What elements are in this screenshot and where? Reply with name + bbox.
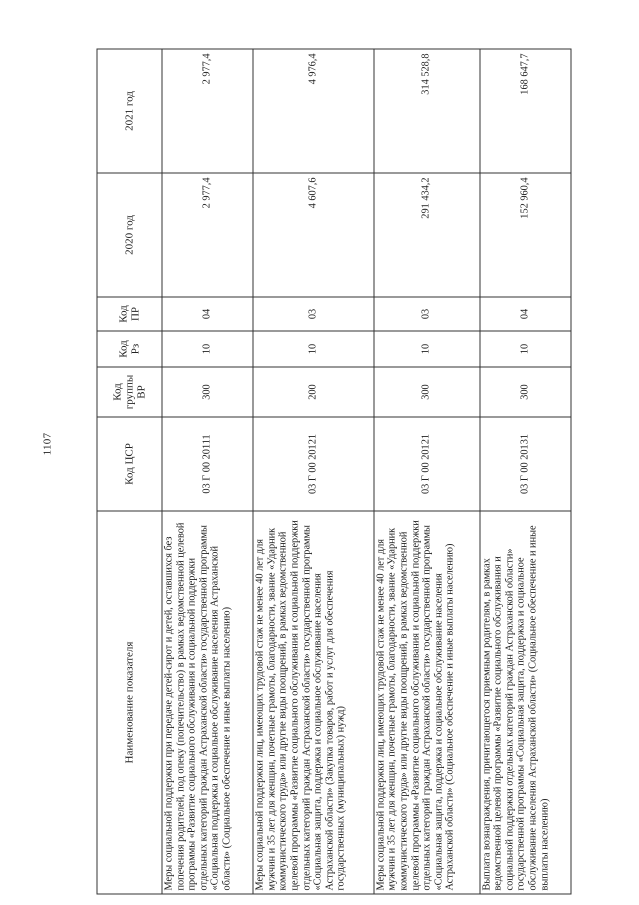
row-name: Меры социальной поддержки при передаче детей-сирот и детей, оставшихся без попечения родителей, под опеку (попечительство) в рамках ведомственной целевой программы «Развитие социального обслуживания и социальной поддержки отдельных категорий граждан Астраханской области» государственной программы «Социальная поддержка и социальное обслуживание населения Астраханской области» (Социальное обеспечение и иные выплаты населению) — [162, 511, 253, 894]
row-vr: 300 — [162, 367, 253, 417]
budget-table — [97, 49, 572, 895]
row-csr: 03 Г 00 20121 — [374, 417, 480, 511]
budget-table-rotated — [97, 50, 572, 895]
header-2020: 2020 год — [97, 173, 162, 297]
row-pr: 04 — [480, 297, 571, 331]
row-vr: 300 — [374, 367, 480, 417]
row-csr: 03 Г 00 20131 — [480, 417, 571, 511]
header-vr: Код группы ВР — [97, 367, 162, 417]
row-pr: 03 — [253, 297, 373, 331]
table-row — [374, 49, 480, 894]
row-name: Меры социальной поддержки лиц, имеющих трудовой стаж не менее 40 лет для мужчин и 35 лет для женщин, почетные грамоты, благодарности, звание «Ударник коммунистического труда» или другие виды поощрений, в рамках ведомственной целевой программы «Развитие социального обслуживания и социальной поддержки отдельных категорий граждан Астраханской области» государственной программы «Социальная защита, поддержка и социальное обслуживание населения Астраханской области» (Социальное обеспечение и иные выплаты населению) — [374, 511, 480, 894]
page-number: 1107 — [41, 432, 54, 456]
header-name: Наименование показателя — [97, 511, 162, 894]
table-row — [162, 49, 253, 894]
row-2021: 2 977,4 — [162, 49, 253, 173]
row-pr: 04 — [162, 297, 253, 331]
header-rz: Код Рз — [97, 331, 162, 367]
row-2020: 291 434,2 — [374, 173, 480, 297]
row-pr: 03 — [374, 297, 480, 331]
row-2021: 168 647,7 — [480, 49, 571, 173]
row-vr: 200 — [253, 367, 373, 417]
row-rz: 10 — [374, 331, 480, 367]
row-csr: 03 Г 00 20111 — [162, 417, 253, 511]
table-row — [480, 49, 571, 894]
row-csr: 03 Г 00 20121 — [253, 417, 373, 511]
row-name: Выплата вознаграждения, причитающегося приемным родителям, в рамках ведомственной целевой программы «Развитие социального обслуживания и социальной поддержки отдельных категорий граждан Астраханской области» государственной программы «Социальная защита, поддержка и социальное обслуживание населения Астраханской области» (Социальное обеспечение и иные выплаты населению) — [480, 511, 571, 894]
row-2020: 4 607,6 — [253, 173, 373, 297]
table-row — [253, 49, 373, 894]
row-2020: 152 960,4 — [480, 173, 571, 297]
header-csr: Код ЦСР — [97, 417, 162, 511]
row-2021: 4 976,4 — [253, 49, 373, 173]
row-2021: 314 528,8 — [374, 49, 480, 173]
row-rz: 10 — [480, 331, 571, 367]
header-2021: 2021 год — [97, 49, 162, 173]
row-rz: 10 — [162, 331, 253, 367]
row-vr: 300 — [480, 367, 571, 417]
row-name: Меры социальной поддержки лиц, имеющих трудовой стаж не менее 40 лет для мужчин и 35 лет для женщин, почетные грамоты, благодарности, звание «Ударник коммунистического труда» или другие виды поощрений, в рамках ведомственной целевой программы «Развитие социального обслуживания и социальной поддержки отдельных категорий граждан Астраханской области» государственной программы «Социальная защита, поддержка и социальное обслуживание населения Астраханской области» (Закупка товаров, работ и услуг для обеспечения государственных (муниципальных) нужд) — [253, 511, 373, 894]
row-2020: 2 977,4 — [162, 173, 253, 297]
row-rz: 10 — [253, 331, 373, 367]
header-pr: Код ПР — [97, 297, 162, 331]
header-row — [97, 49, 162, 894]
